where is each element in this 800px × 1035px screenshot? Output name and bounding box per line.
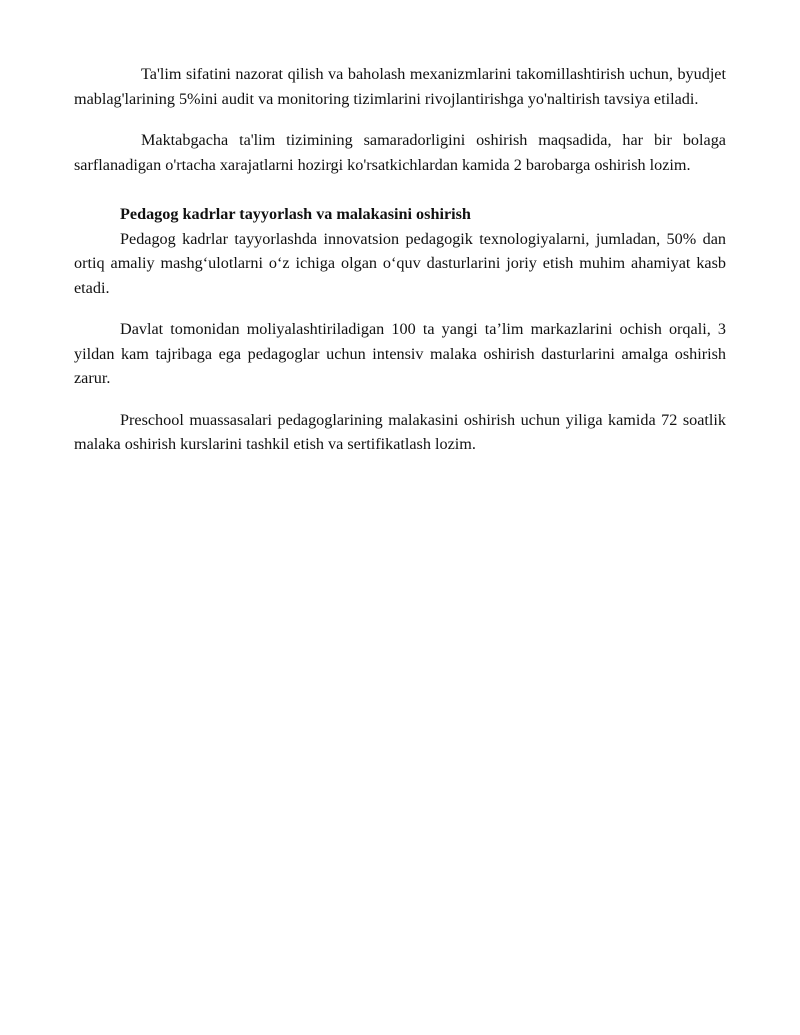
section-heading: Pedagog kadrlar tayyorlash va malakasini oshirish [120,205,471,223]
paragraph-new-centers: Davlat tomonidan moliyalashtiriladigan 100 ta yangi ta’lim markazlarini ochish orqali, 3 yildan kam tajribaga ega pedagoglar uchun intensiv malaka oshirish dasturlarini amalga oshirish zarur. [74,320,726,387]
paragraph-preschool-training: Preschool muassasalari pedagoglarining malakasini oshirish uchun yiliga kamida 72 soatlik malaka oshirish kurslarini tashkil etish va sertifikatlash lozim. [74,410,726,453]
document-body [74,62,726,457]
paragraph-innovative-technologies: Pedagog kadrlar tayyorlashda innovatsion pedagogik texnologiyalarni, jumladan, 50% dan ortiq amaliy mashg‘ulotlarni o‘z ichiga olgan o‘quv dasturlarini joriy etish muhim ahamiyat kasb etadi. [74,229,726,297]
paragraph-preschool-efficiency: Maktabgacha ta'lim tizimining samaradorligini oshirish maqsadida, har bir bolaga sarflanadigan o'rtacha xarajatlarni hozirgi ko'rsatkichlardan kamida 2 barobarga oshirish lozim. [74,131,726,174]
paragraph-quality-control: Ta'lim sifatini nazorat qilish va baholash mexanizmlarini takomillashtirish uchun, byudjet mablag'larining 5%ini audit va monitoring tizimlarini rivojlantirishga yo'naltirish tavsiya etiladi. [74,65,726,108]
